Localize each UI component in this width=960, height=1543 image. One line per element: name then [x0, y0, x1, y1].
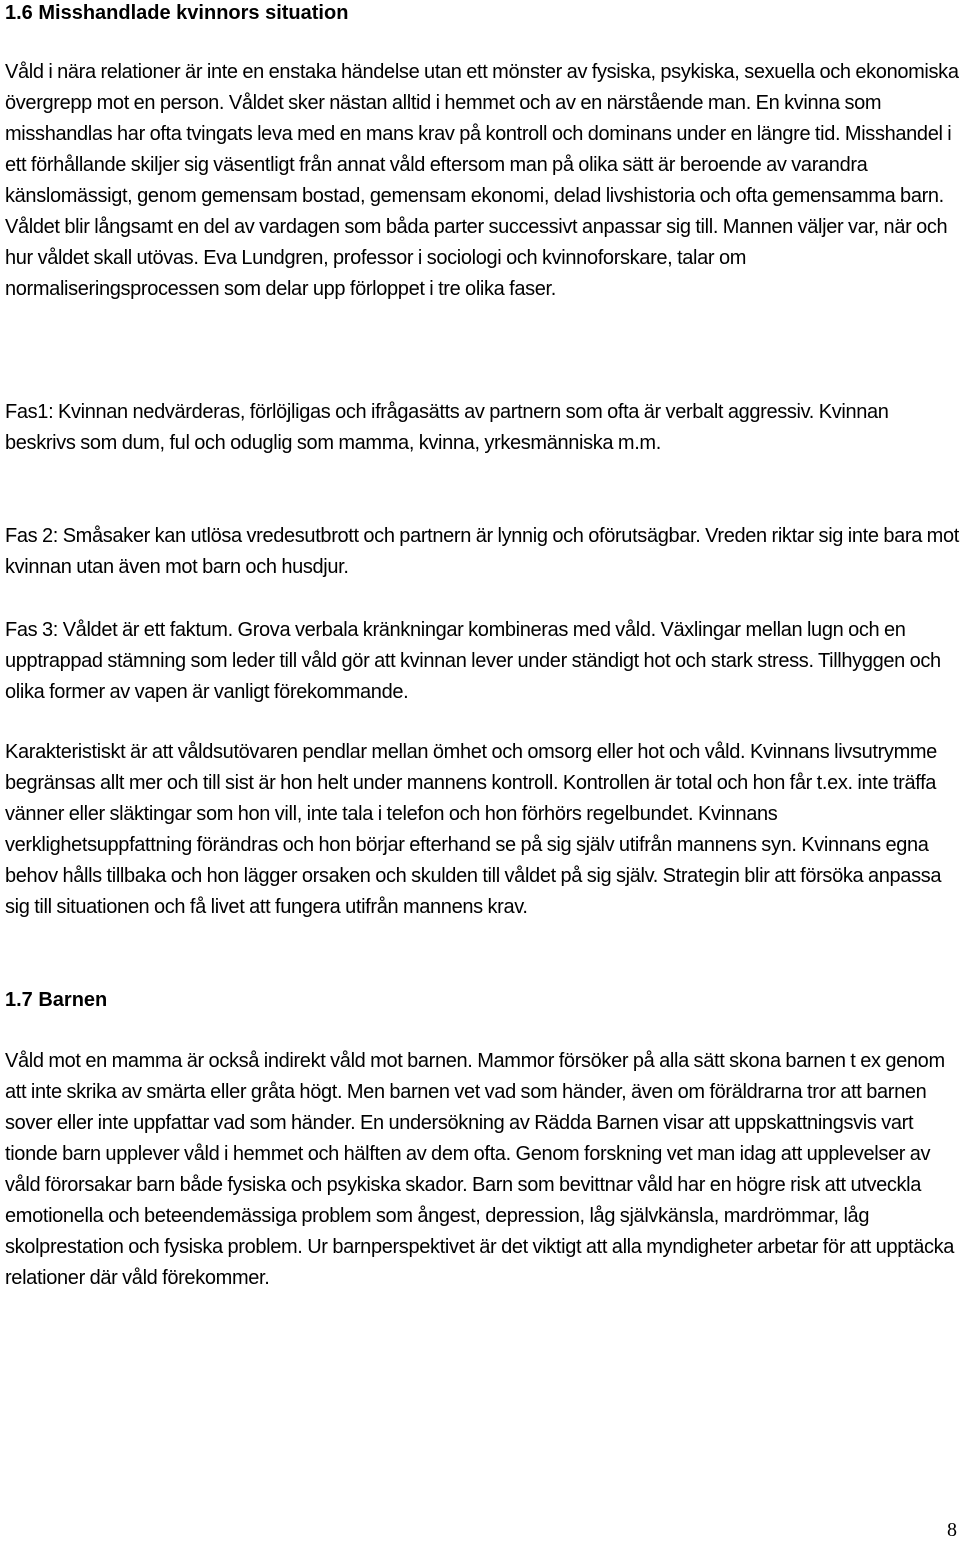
paragraph-fas2: [5, 521, 960, 583]
fas2-text: Småsaker kan utlösa vredesutbrott och partnern är lynnig och oförutsägbar. Vreden riktar sig inte bara mot kvinnan utan även mot barn och husdjur.: [5, 525, 959, 578]
fas2-label: Fas 2:: [5, 525, 58, 547]
paragraph-characteristic: Karakteristiskt är att våldsutövaren pendlar mellan ömhet och omsorg eller hot och våld. Kvinnans livsutrymme begränsas allt mer och till sist är hon helt under mannens kontroll. Kontrollen är total och hon får t.ex. inte träffa vänner eller släktingar som hon vill, inte tala i telefon och hon förhörs regelbundet. Kvinnans verklighetsuppfattning förändras och hon börjar efterhand se på sig själv utifrån mannens syn. Kvinnans egna behov hålls tillbaka och hon lägger orsaken och skulden till våldet på sig själv. Strategin blir att försöka anpassa sig till situationen och få livet att fungera utifrån mannens krav.: [5, 741, 942, 918]
paragraph-barnen: Våld mot en mamma är också indirekt våld mot barnen. Mammor försöker på alla sätt skona barnen t ex genom att inte skrika av smärta eller gråta högt. Men barnen vet vad som händer, även om föräldrarna tror att barnen sover eller inte uppfattar vad som händer. En undersökning av Rädda Barnen visar att uppskattningsvis vart tionde barn upplever våld i hemmet och hälften av dem ofta. Genom forskning vet man idag att upplevelser av våld förorsakar barn både fysiska och psykiska skador. Barn som bevittnar våld har en högre risk att utveckla emotionella och beteendemässiga problem som ångest, depression, låg självkänsla, mardrömmar, låg skolprestation och fysiska problem. Ur barnperspektivet är det viktigt att alla myndigheter arbetar för att upptäcka relationer där våld förekommer.: [5, 1050, 955, 1289]
paragraph-fas1: [5, 397, 960, 459]
page-number: 8: [947, 1519, 957, 1541]
paragraph-intro: Våld i nära relationer är inte en enstaka händelse utan ett mönster av fysiska, psykiska, sexuella och ekonomiska övergrepp mot en person. Våldet sker nästan alltid i hemmet och av en närstående man. En kvinna som misshandlas har ofta tvingats leva med en mans krav på kontroll och dominans under en längre tid. Misshandel i ett förhållande skiljer sig väsentligt från annat våld eftersom man på olika sätt är beroende av varandra känslomässigt, genom gemensam bostad, gemensam ekonomi, delad livshistoria och ofta gemensamma barn. Våldet blir långsamt en del av vardagen som båda parter successivt anpassar sig till. Mannen väljer var, när och hur våldet skall utövas. Eva Lundgren, professor i sociologi och kvinnoforskare, talar om normaliseringsprocessen som delar upp förloppet i tre olika faser.: [5, 61, 959, 300]
section-heading-barnen: 1.7 Barnen: [5, 989, 108, 1011]
fas1-label: Fas1: [5, 401, 49, 423]
paragraph-fas3: [5, 615, 960, 708]
fas3-text: Våldet är ett faktum. Grova verbala kränkningar kombineras med våld. Växlingar mellan lugn och en upptrappad stämning som leder till våld gör att kvinnan lever under ständigt hot och stark stress. Tillhyggen och olika former av vapen är vanligt förekommande.: [5, 619, 941, 703]
fas3-label: Fas 3:: [5, 619, 58, 641]
section-heading-situation: 1.6 Misshandlade kvinnors situation: [5, 2, 349, 24]
fas1-text: : Kvinnan nedvärderas, förlöjligas och ifrågasätts av partnern som ofta är verbalt aggressiv. Kvinnan beskrivs som dum, ful och oduglig som mamma, kvinna, yrkesmänniska m.m.: [5, 401, 889, 454]
